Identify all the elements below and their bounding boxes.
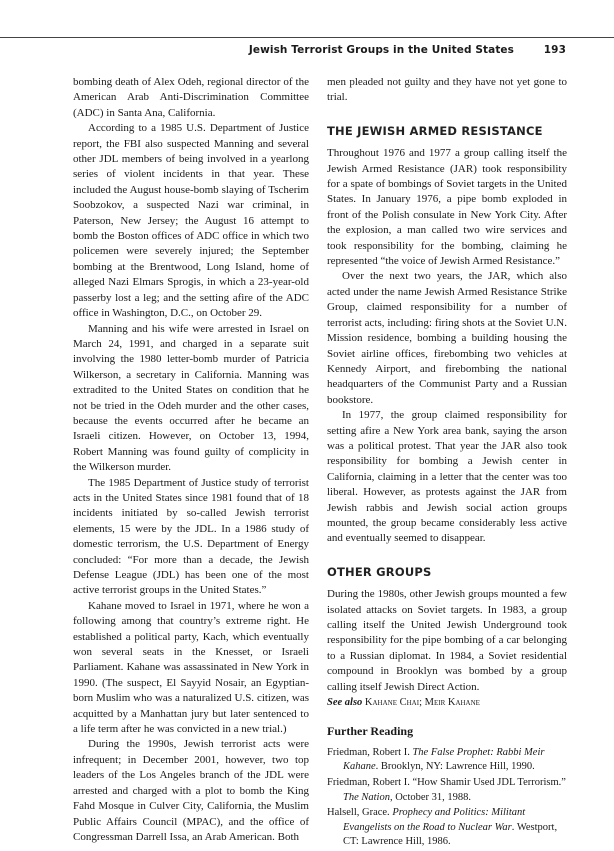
right-column bbox=[327, 75, 567, 851]
paragraph: Manning and his wife were arrested in Israel on March 24, 1991, and charged in a separate suit involving the 1980 letter-bomb murder of Patricia Wilkerson, a secretary in California. Manning was extradited to the United States on condition that he not be tried in the Odeh murder and the other cases, because the events occurred after he became an Israeli citizen. However, on October 13, 1994, Robert Manning was found guilty of complicity in the Wilkerson murder. bbox=[73, 322, 309, 474]
ref-author: Halsell, Grace. bbox=[327, 807, 393, 819]
see-also bbox=[327, 695, 567, 710]
see-also-link-kahane-chai[interactable]: Kahane Chai bbox=[364, 697, 420, 709]
ref-publication: , October 31, 1988. bbox=[389, 791, 472, 803]
reference-item bbox=[327, 776, 567, 805]
paragraph: During the 1980s, other Jewish groups mounted a few isolated attacks on Soviet targets. In 1983, a group calling itself the United Jewish Underground took responsibility for the pipe bombing of a car belonging to a Russian diplomat. In 1984, a Soviet residential compound in Brooklyn was bombed by a group calling itself Jewish Direct Action. bbox=[327, 588, 567, 693]
paragraph: In 1977, the group claimed responsibility for setting afire a New York area bank, saying the arson was a political protest. That year the JAR also took responsibility for bombing a Jewish center in California, claiming in a letter that the center was too liberal. However, as protests against the JAR from Jewish rabbis and Jewish social action groups mounted, the group became considerably less active and eventually seemed to disappear. bbox=[327, 409, 567, 545]
paragraph: Over the next two years, the JAR, which also acted under the name Jewish Armed Resistance Strike Group, claimed responsibility for a number of terrorist acts, including: firing shots at the Soviet U.N. Mission residence, bombing a building housing the Soviet airline offices, firebombing two vehicles at Kennedy Airport, and firebombing the national headquarters of the Communist Party and a Russian bookstore. bbox=[327, 270, 567, 406]
paragraph: The 1985 Department of Justice study of terrorist acts in the United States since 1981 found that of 18 incidents initiated by so-called Jewish terrorist elements, 15 were by the JDL. In a 1986 study of domestic terrorism, the U.S. Department of Energy concluded: “For more than a decade, the Jewish Defense League (JDL) has been one of the most active terrorist groups in the United States.” bbox=[73, 476, 309, 597]
ref-author: Friedman, Robert I. bbox=[327, 746, 413, 758]
see-also-label: See also bbox=[327, 697, 363, 709]
see-also-separator: ; bbox=[419, 697, 425, 709]
reference-item bbox=[327, 806, 567, 850]
paragraph: Throughout 1976 and 1977 a group calling itself the Jewish Armed Resistance (JAR) took responsibility for a spate of bombings of Soviet targets in the United States. In January 1976, a pipe bomb exploded in front of the Polish consulate in New York City. After the explosion, a man called two wire services and took responsibility for the bombing, claiming he represented “the voice of Jewish Armed Resistance.” bbox=[327, 147, 567, 268]
section-heading-other-groups: OTHER GROUPS bbox=[327, 564, 432, 579]
paragraph: During the 1990s, Jewish terrorist acts were infrequent; in December 2001, however, two top leaders of the Los Angeles branch of the JDL were arrested and charged with a plot to bomb the King Fahd Mosque in Culver City, California, the Muslim Public Affairs Council (MPAC), and the office of Congressman Darrell Issa, an Arab American. Both bbox=[73, 738, 309, 843]
paragraph: According to a 1985 U.S. Department of Justice report, the FBI also suspected Manning and several other JDL members of being involved in a yearlong series of violent incidents in that year. These included the August house-bomb slaying of Tscherim Soobzokov, a suspected Nazi war criminal, in Paterson, New Jersey; the August 16 attempt to bomb the Boston offices of ADC office in which two policemen were severely injured; the September bombing at the Brentwood, Long Island, home of alleged Nazi Elmars Sprogis, in which a 23-year-old passerby lost a leg; and the setting afire of the ADC office in Washington, D.C., on October 29. bbox=[73, 122, 309, 320]
header-rule bbox=[0, 37, 614, 38]
see-also-link-meir-kahane[interactable]: Meir Kahane bbox=[424, 697, 480, 709]
paragraph: bombing death of Alex Odeh, regional director of the American Arab Anti-Discrimination Committee (ADC) in Santa Ana, California. bbox=[73, 76, 309, 119]
ref-title: Prophecy and Politics: Militant Evangelists on the Road to Nuclear War bbox=[343, 807, 526, 833]
ref-publication: . Brooklyn, NY: Lawrence Hill, 1990. bbox=[375, 761, 535, 773]
running-title: Jewish Terrorist Groups in the United States bbox=[248, 44, 515, 56]
further-reading-heading: Further Reading bbox=[327, 724, 414, 739]
section-heading-jar: THE JEWISH ARMED RESISTANCE bbox=[327, 123, 543, 138]
paragraph: Kahane moved to Israel in 1971, where he won a following among that country’s extreme right. He established a political party, Kach, which eventually won several seats in the Knesset, or Israeli Parliament. Kahane was assassinated in New York in 1990. (The suspect, El Sayyid Nosair, an Egyptian-born Muslim who was a naturalized U.S. citizen, was acquitted by a Manhattan jury but later sentenced to a life term after he was convicted in a new trial.) bbox=[73, 599, 309, 736]
page-number: 193 bbox=[543, 44, 566, 56]
running-header bbox=[249, 44, 566, 56]
reference-item bbox=[327, 746, 567, 775]
ref-author: Friedman, Robert I. “How Shamir Used JDL Terrorism.” bbox=[327, 777, 566, 789]
paragraph: men pleaded not guilty and they have not yet gone to trial. bbox=[327, 76, 567, 104]
ref-title: The Nation bbox=[343, 791, 390, 803]
ref-title: The False Prophet: Rabbi Meir Kahane bbox=[343, 746, 545, 773]
ref-publication: . Westport, CT: Lawrence Hill, 1986. bbox=[343, 821, 558, 848]
left-column bbox=[73, 75, 309, 845]
